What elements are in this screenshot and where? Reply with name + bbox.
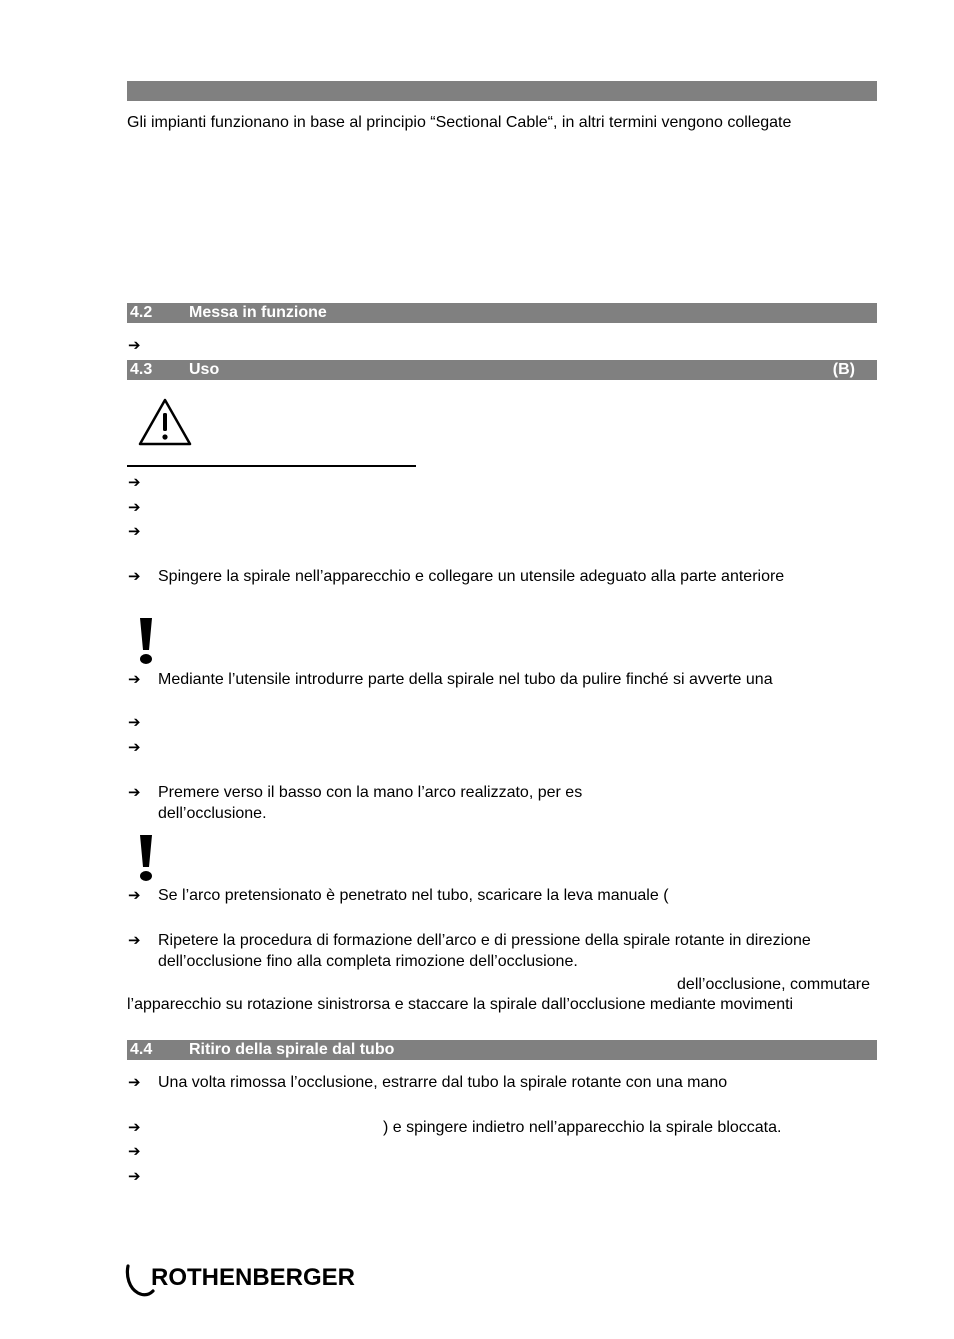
step-text: ) e spingere indietro nell’apparecchio la spirale bloccata. [383,1119,782,1136]
step-text: Ripetere la procedura di formazione dell’arco e di pressione della spirale rotante in direzione [158,932,811,949]
step-text: Spingere la spirale nell’apparecchio e collegare un utensile adeguato alla parte anteriore [158,568,785,585]
section-bar-4-1 [127,81,877,101]
arrow-icon: ➔ [128,1143,141,1160]
step-text-continued: dell’occlusione, commutare [677,976,870,993]
intro-paragraph: Gli impianti funzionano in base al principio “Sectional Cable“, in altri termini vengono collegate [127,114,792,131]
arrow-icon: ➔ [128,1119,141,1136]
arrow-icon: ➔ [128,499,141,516]
step-text: Se l’arco pretensionato è penetrato nel tubo, scaricare la leva manuale ( [158,887,669,904]
section-figure-ref: (B) [832,361,855,378]
arrow-icon: ➔ [128,671,141,688]
arrow-icon: ➔ [128,337,141,354]
arrow-icon: ➔ [128,714,141,731]
section-heading-4-4 [127,1040,877,1060]
section-number: 4.4 [130,1041,153,1058]
step-text-continued: l’apparecchio su rotazione sinistrorsa e staccare la spirale dall’occlusione mediante movimenti [127,996,794,1013]
step-text: Premere verso il basso con la mano l’arco realizzato, per es [158,784,583,801]
section-heading-4-3 [127,360,877,380]
section-number: 4.3 [130,361,153,378]
arrow-icon: ➔ [128,474,141,491]
section-title: Messa in funzione [189,304,327,321]
rothenberger-logo [125,1262,365,1303]
arrow-icon: ➔ [128,887,141,904]
arrow-icon: ➔ [128,568,141,585]
arrow-icon: ➔ [128,739,141,756]
step-text: Mediante l’utensile introdurre parte della spirale nel tubo da pulire finché si avverte una [158,671,773,688]
warning-icon [137,397,193,447]
exclamation-icon [137,616,155,666]
logo-wordmark: ROTHENBERGER [151,1264,356,1291]
section-title: Uso [189,361,220,378]
arrow-icon: ➔ [128,1074,141,1091]
step-text: Una volta rimossa l’occlusione, estrarre dal tubo la spirale rotante con una mano [158,1074,728,1091]
logo-mark-icon [125,1262,365,1298]
arrow-icon: ➔ [128,523,141,540]
step-text-continued: dell’occlusione fino alla completa rimozione dell’occlusione. [158,953,578,970]
exclamation-icon [137,833,155,883]
arrow-icon: ➔ [128,784,141,801]
section-heading-4-2 [127,303,877,323]
section-number: 4.2 [130,304,153,321]
section-title: Ritiro della spirale dal tubo [189,1041,395,1058]
arrow-icon: ➔ [128,1168,141,1185]
step-text-continued: dell’occlusione. [158,805,267,822]
underline-rule [127,465,416,467]
arrow-icon: ➔ [128,932,141,949]
